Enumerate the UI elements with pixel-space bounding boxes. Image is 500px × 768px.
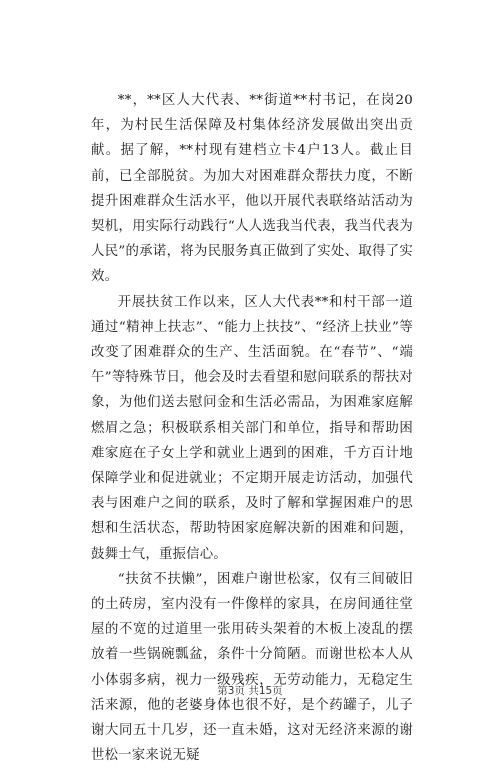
document-body: [91, 88, 413, 768]
paragraph-2: 开展扶贫工作以来，区人大代表**和村干部一道通过“精神上扶志”、“能力上扶技”、“经济上扶业”等改变了困难群众的生产、生活面貌。在“春节”、“端午”等特殊节日，他会及时去看望和慰问联系的帮扶对象，为他们送去慰问金和生活必需品，为困难家庭解燃眉之急；积极联系相关部门和单位，指导和帮助困难家庭在子女上学和就业上遇到的困难，千方百计地保障学业和促进就业；不定期开展走访活动，加强代表与困难户之间的联系，及时了解和掌握困难户的思想和生活状态，帮助特困家庭解决新的困难和问题，鼓舞士气，重振信心。: [91, 294, 413, 562]
paragraph-3: “扶贫不扶懒”，困难户谢世松家，仅有三间破旧的土砖房，室内没有一件像样的家具，在房间通往堂屋的不宽的过道里一张用砖头架着的木板上凌乱的摆放着一些锅碗瓢盆，条件十分简陋。而谢世松本人从小体弱多病，视力一级残疾，无劳动能力，无稳定生活来源，他的老婆身体也很不好，是个药罐子，儿子谢大同五十几岁，还一直未婚，这对无经济来源的谢世松一家来说无疑: [91, 571, 413, 764]
page-footer: 第3页 共15页: [217, 685, 283, 697]
paragraph-1: **，**区人大代表、**街道**村书记，在岗20年，为村民生活保障及村集体经济发展做出突出贡献。据了解，**村现有建档立卡4户13人。截止目前，已全部脱贫。为加大对困难群众帮扶力度，不断提升困难群众生活水平，他以开展代表联络站活动为契机，用实际行动践行“人人选我当代表，我当代表为人民”的承诺，将为民服务真正做到了实处、取得了实效。: [91, 93, 413, 285]
